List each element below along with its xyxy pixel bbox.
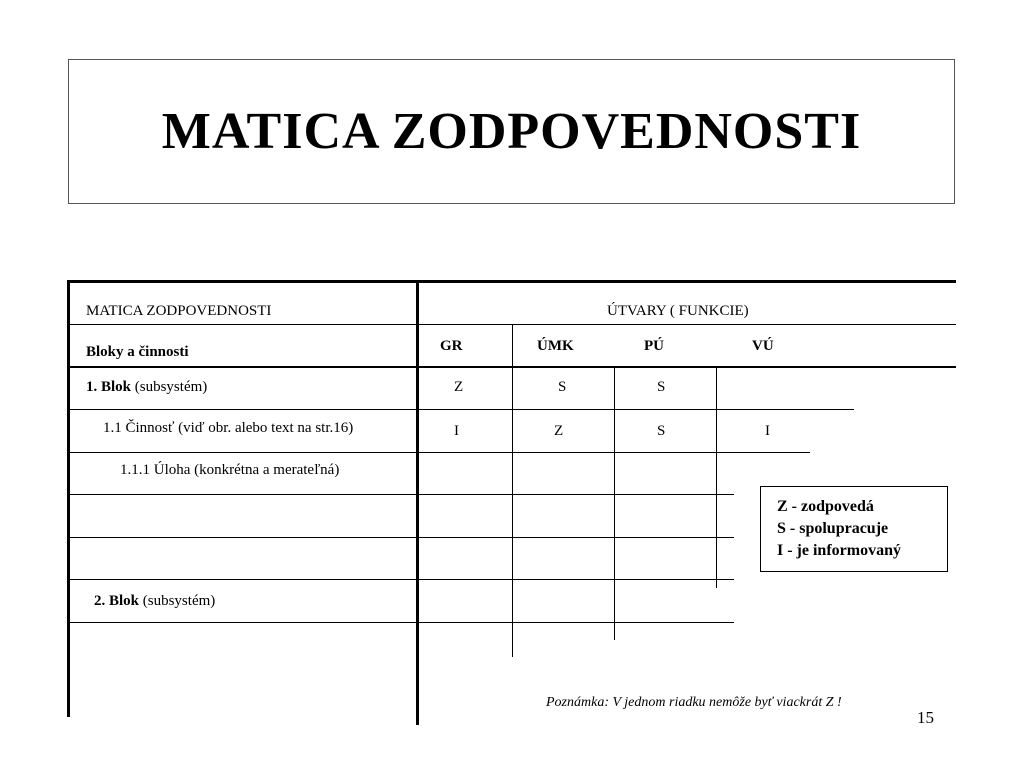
grid-vline-gr-umk — [512, 325, 513, 657]
page-title: MATICA ZODPOVEDNOSTI — [161, 103, 862, 160]
grid-vline-umk-pu — [614, 368, 615, 640]
grid-hline-4 — [69, 452, 810, 453]
row-label-rest: (subsystém) — [131, 379, 208, 395]
grid-hline-5 — [69, 494, 734, 495]
column-header-pu: PÚ — [644, 338, 664, 354]
grid-hline-7 — [69, 579, 734, 580]
row-label-blok-2 — [94, 592, 215, 610]
matrix-header-left: MATICA ZODPOVEDNOSTI — [86, 303, 272, 319]
legend-item-i: I - je informovaný — [777, 542, 901, 559]
column-header-gr: GR — [440, 338, 463, 354]
column-header-umk: ÚMK — [537, 338, 574, 354]
row-label-cinnost: 1.1 Činnosť (viď obr. alebo text na str.16) — [103, 420, 354, 436]
legend-item-s: S - spolupracuje — [777, 520, 889, 537]
cell-r1-umk: S — [558, 379, 567, 395]
cell-r2-gr: I — [454, 423, 459, 439]
column-header-vu: VÚ — [752, 338, 774, 354]
row-label-uloha: 1.1.1 Úloha (konkrétna a merateľná) — [120, 462, 340, 478]
footnote: Poznámka: V jednom riadku nemôže byť viackrát Z ! — [546, 695, 842, 710]
row-label-bold: 1. Blok — [86, 379, 132, 395]
cell-r2-umk: Z — [554, 423, 564, 439]
legend-box — [760, 486, 948, 572]
row-label-rest: (subsystém) — [139, 593, 216, 609]
legend-item-z: Z - zodpovedá — [777, 498, 874, 515]
grid-left-border — [67, 280, 70, 717]
matrix-header-right: ÚTVARY ( FUNKCIE) — [607, 303, 749, 319]
grid-center-divider — [416, 280, 419, 725]
page-number: 15 — [917, 708, 934, 727]
grid-hline-6 — [69, 537, 734, 538]
row-label-blok-1 — [86, 378, 207, 396]
cell-r2-pu: S — [657, 423, 666, 439]
cell-r1-pu: S — [657, 379, 666, 395]
grid-hline-8 — [69, 622, 734, 623]
grid-hline-3 — [69, 409, 854, 410]
row-label-bold: 2. Blok — [94, 593, 140, 609]
grid-top-border — [67, 280, 956, 283]
grid-vline-pu-vu — [716, 368, 717, 588]
cell-r2-vu: I — [765, 423, 770, 439]
matrix-subheader-left: Bloky a činnosti — [86, 344, 189, 360]
cell-r1-gr: Z — [454, 379, 464, 395]
title-box — [68, 59, 955, 204]
